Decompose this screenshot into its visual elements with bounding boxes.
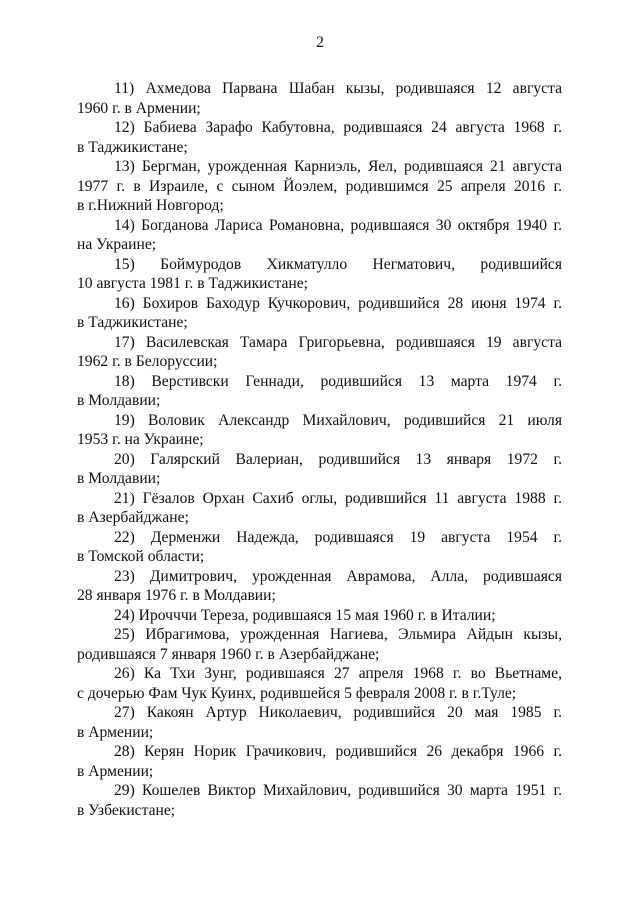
page-number: 2: [316, 34, 324, 51]
list-item: [77, 372, 562, 411]
list-item: [77, 216, 562, 255]
list-item-continuation-line: в Таджикистане;: [77, 314, 188, 331]
list-item-continuation-line: 1962 г. в Белоруссии;: [77, 353, 218, 370]
list-item: [77, 567, 562, 606]
list-item-continuation-line: в Таджикистане;: [77, 138, 188, 156]
list-item: [77, 528, 562, 567]
list-item-first-line: 20) Галярский Валериан, родившийся 13 января 1972 г.: [114, 450, 562, 468]
list-item-continuation-line: 1960 г. в Армении;: [77, 99, 201, 117]
list-item: [77, 411, 562, 450]
list-item: [77, 742, 562, 781]
list-item-first-line: 19) Воловик Александр Михайлович, родившийся 21 июля: [114, 411, 562, 429]
list-item-first-line: 17) Василевская Тамара Григорьевна, родившаяся 19 августа: [114, 333, 562, 351]
entries-list: [77, 79, 562, 820]
list-item: [77, 606, 562, 626]
list-item-first-line: 25) Ибрагимова, урожденная Нагиева, Эльмира Айдын кызы,: [114, 626, 562, 643]
list-item-first-line: 12) Бабиева Зарафо Кабутовна, родившаяся 24 августа 1968 г.: [114, 119, 562, 136]
list-item: [77, 703, 562, 742]
list-item-first-line: 23) Димитрович, урожденная Аврамова, Алла, родившаяся: [114, 567, 562, 585]
list-item-first-line: 28) Керян Норик Грачикович, родившийся 26 декабря 1966 г.: [114, 743, 562, 760]
list-item-continuation-line: в Армении;: [77, 762, 154, 780]
list-item: [77, 157, 562, 216]
list-item-first-line: 27) Какоян Артур Николаевич, родившийся 20 мая 1985 г.: [114, 704, 562, 721]
list-item-continuation-line: в г.Нижний Новгород;: [77, 197, 224, 214]
list-item-continuation-line: 1977 г. в Израиле, с сыном Йоэлем, родившимся 25 апреля 2016 г.: [77, 177, 562, 195]
list-item-continuation-line: в Молдавии;: [77, 470, 161, 487]
list-item-continuation-line: 28 января 1976 г. в Молдавии;: [77, 587, 276, 604]
list-item-continuation-line: в Азербайджане;: [77, 509, 189, 526]
list-item-first-line: 26) Ка Тхи Зунг, родившаяся 27 апреля 1968 г. во Вьетнаме,: [114, 665, 562, 682]
list-item-first-line: 29) Кошелев Виктор Михайлович, родившийся 30 марта 1951 г.: [114, 782, 562, 799]
list-item-first-line: 16) Бохиров Баходур Кучкорович, родившийся 28 июня 1974 г.: [114, 294, 562, 312]
list-item-continuation-line: в Томской области;: [77, 548, 205, 565]
list-item: [77, 118, 562, 157]
list-item-continuation-line: 1953 г. на Украине;: [77, 431, 204, 448]
list-item-continuation-line: родившаяся 7 января 1960 г. в Азербайджане;: [77, 645, 380, 663]
list-item-first-line: 11) Ахмедова Парвана Шабан кызы, родившаяся 12 августа: [114, 80, 562, 97]
list-item: [77, 255, 562, 294]
list-item: [77, 664, 562, 703]
list-item-continuation-line: с дочерью Фам Чук Куинх, родившейся 5 февраля 2008 г. в г.Туле;: [77, 684, 517, 702]
list-item: [77, 781, 562, 820]
list-item: [77, 79, 562, 118]
list-item-continuation-line: 10 августа 1981 г. в Таджикистане;: [77, 275, 308, 292]
list-item-first-line: 13) Бергман, урожденная Карниэль, Яел, родившаяся 21 августа: [114, 158, 562, 175]
list-item-first-line: 15) Боймуродов Хикматулло Негматович, родившийся: [114, 255, 562, 273]
list-item-continuation-line: в Молдавии;: [77, 392, 161, 409]
list-item-first-line: 24) Ирочччи Тереза, родившаяся 15 мая 1960 г. в Италии;: [114, 606, 496, 624]
list-item: [77, 625, 562, 664]
list-item: [77, 333, 562, 372]
list-item-first-line: 21) Гёзалов Орхан Сахиб оглы, родившийся 11 августа 1988 г.: [114, 489, 562, 507]
list-item-first-line: 14) Богданова Лариса Романовна, родившаяся 30 октября 1940 г.: [114, 216, 562, 234]
list-item: [77, 294, 562, 333]
list-item-first-line: 18) Верстивски Геннади, родившийся 13 марта 1974 г.: [114, 372, 562, 390]
list-item-continuation-line: на Украине;: [77, 236, 157, 253]
list-item-continuation-line: в Армении;: [77, 723, 154, 741]
list-item-first-line: 22) Дерменжи Надежда, родившаяся 19 августа 1954 г.: [114, 528, 562, 546]
list-item-continuation-line: в Узбекистане;: [77, 801, 176, 819]
list-item: [77, 450, 562, 489]
list-item: [77, 489, 562, 528]
